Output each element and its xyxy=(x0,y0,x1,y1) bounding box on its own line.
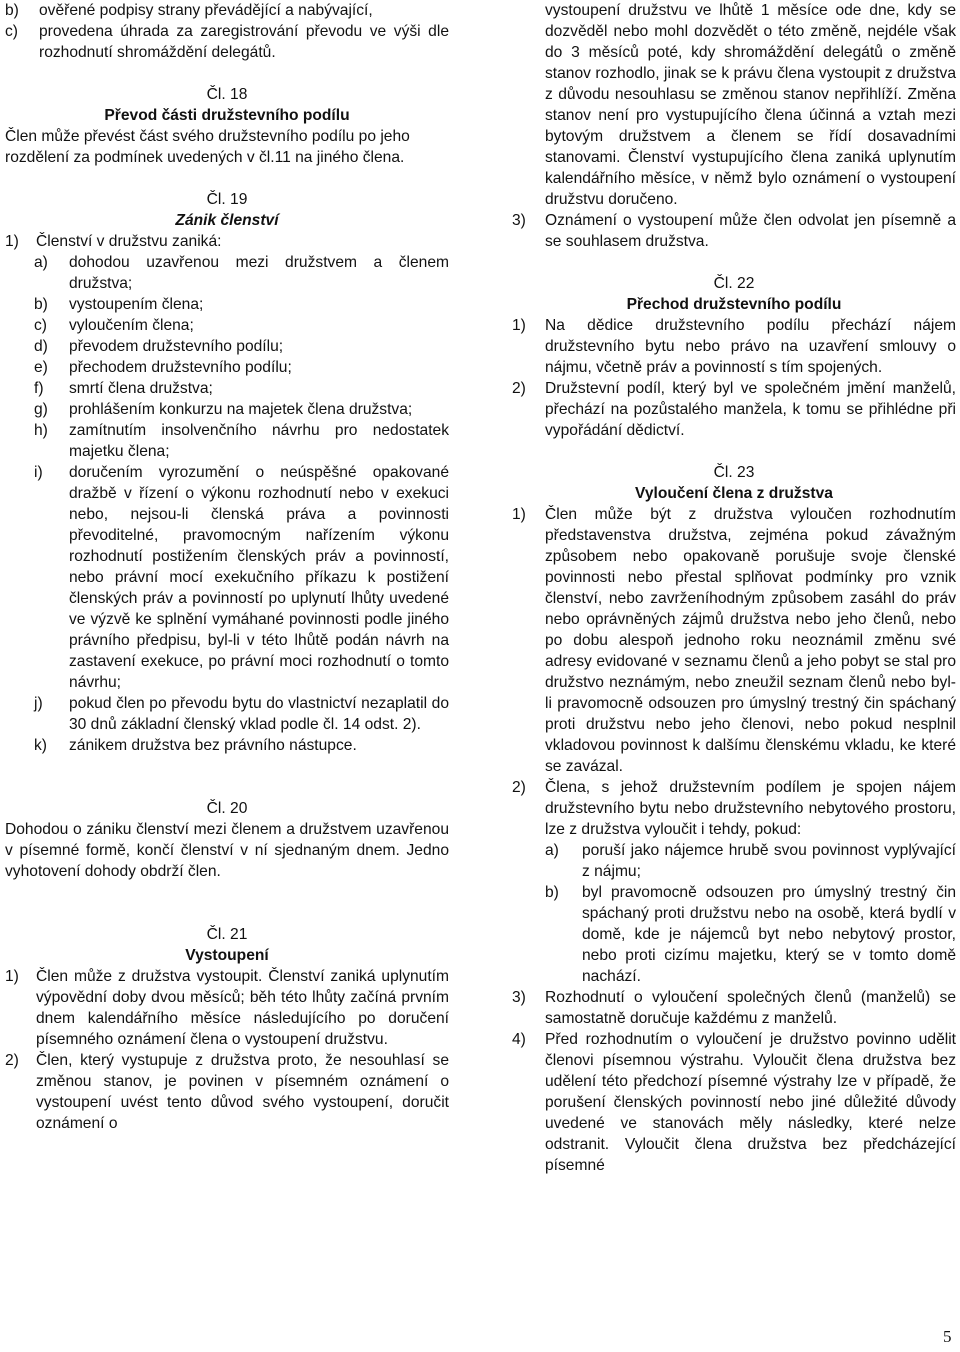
item-marker: b) xyxy=(5,2,19,19)
item-marker: f) xyxy=(34,380,44,397)
list-item xyxy=(5,315,449,336)
list-item xyxy=(5,21,449,63)
item-marker: g) xyxy=(34,401,48,418)
article-number: Čl. 20 xyxy=(206,800,248,817)
item-marker: 1) xyxy=(5,233,19,250)
item-marker: b) xyxy=(34,296,48,313)
list-item xyxy=(512,1029,956,1176)
item-text: pokud člen po převodu bytu do vlastnictví nezaplatil do 30 dnů základní členský vklad podle čl. 14 odst. 2). xyxy=(69,695,449,733)
list-item xyxy=(5,336,449,357)
item-marker: h) xyxy=(34,422,48,439)
list-item xyxy=(512,210,956,252)
item-text: Člen může být z družstva vyloučen rozhodnutím představenstva družstva, zejména pokud závažným způsobem nebo opakovaně porušuje svoje členské povinnosti nebo přestal splňovat podmínky pro vznik členství, nebo zavrženíhodným způsobem zasáhl do práv nebo oprávněných zájmů družstva nebo jeho členů, nebo po dobu alespoň jednoho roku neoznámil změnu své adresy evidované v seznamu členů a jeho pobyt se stal pro družstvo neznámým, nebo zneužil seznam členů nebo byl-li pravomocně odsouzen pro úmyslný trestný čin spáchaný proti družstvu nebo jeho členovi, nebo pokud nesplnil vkladovou povinnost k dalšímu členskému vkladu, ke které se zavázal. xyxy=(545,506,956,775)
item-marker: i) xyxy=(34,464,43,481)
item-marker: 2) xyxy=(512,779,526,796)
item-text: provedena úhrada za zaregistrování převodu ve výši dle rozhodnutí shromáždění delegátů. xyxy=(39,23,449,61)
item-text: Člen, který vystupuje z družstva proto, že nesouhlasí se změnou stanov, je povinen v písemném oznámení o vystoupení uvést tento důvod svého vystoupení, doručit oznámení o xyxy=(36,1052,449,1132)
article-title: Vystoupení xyxy=(185,947,269,964)
item-text: Na dědice družstevního podílu přechází nájem družstevního bytu nebo právo na uzavření smlouvy o nájmu, včetně práv a povinností s tím spojených. xyxy=(545,317,956,376)
item-marker: j) xyxy=(34,695,43,712)
list-item xyxy=(5,357,449,378)
item-marker: e) xyxy=(34,359,48,376)
article-title: Vyloučení člena z družstva xyxy=(635,485,833,502)
list-item xyxy=(512,0,956,210)
item-marker: 1) xyxy=(512,317,526,334)
item-marker: 3) xyxy=(512,212,526,229)
article-number: Čl. 23 xyxy=(713,464,755,481)
item-text: Před rozhodnutím o vyloučení je družstvo povinno udělit členovi písemnou výstrahu. Vyloučit člena družstva bez udělení této předchozí písemné výstrahy lze v případě, že porušení členských povinností nebo jiné důležité důvody uvedené ve stanovách měly následky, které nelze odstranit. Vyloučit člena družstva bez předcházející písemné xyxy=(545,1031,956,1174)
item-text: Oznámení o vystoupení může člen odvolat jen písemně a se souhlasem družstva. xyxy=(545,212,956,250)
article-title: Převod části družstevního podílu xyxy=(104,107,350,124)
item-marker: 3) xyxy=(512,989,526,1006)
list-item xyxy=(5,462,449,693)
article-text: Dohodou o zániku členství mezi členem a družstvem uzavřenou v písemné formě, končí členství v ní sjednaným dnem. Jedno vyhotovení dohody obdrží člen. xyxy=(5,821,449,880)
article-text: Člen může převést část svého družstevního podílu po jeho rozdělení za podmínek uvedených v čl.11 na jiného člena. xyxy=(5,128,410,166)
list-item xyxy=(5,252,449,294)
item-text: Členství v družstvu zaniká: xyxy=(36,233,222,250)
item-text: poruší jako nájemce hrubě svou povinnost vyplývající z nájmu; xyxy=(582,842,956,880)
item-text: zamítnutím insolvenčního návrhu pro nedostatek majetku člena; xyxy=(69,422,449,460)
item-text: Člen může z družstva vystoupit. Členství zaniká uplynutím výpovědní doby dvou měsíců; běh této lhůty začíná prvním dnem kalendářního měsíce následujícího po doručení písemného oznámení člena o vystoupení družstvu. xyxy=(36,968,449,1048)
item-text: vystoupení družstvu ve lhůtě 1 měsíce ode dne, kdy se dozvěděl nebo mohl dozvědět o této změně, nejdéle však do 3 měsíců poté, kdy shromáždění delegátů o změně stanov rozhodlo, jinak se k právu člena vystoupit z družstva z důvodu nesouhlasu se změnou stanov nepřihlíží. Změna stanov není pro vystupujícího člena účinná a vztah mezi bytovým družstvem a členem se řídí dosavadními stanovami. Členství vystupujícího člena zaniká uplynutím kalendářního měsíce, v němž bylo oznámení o vystoupení družstvu doručeno. xyxy=(545,2,956,208)
item-text: ověřené podpisy strany převádějící a nabývající, xyxy=(39,2,373,19)
item-marker: 2) xyxy=(5,1052,19,1069)
list-item xyxy=(5,294,449,315)
list-item xyxy=(512,378,956,441)
left-column xyxy=(5,0,449,1134)
page-number: 5 xyxy=(943,1327,952,1346)
list-item xyxy=(512,504,956,777)
list-item xyxy=(512,777,956,840)
item-text: dohodou uzavřenou mezi družstvem a členem družstva; xyxy=(69,254,449,292)
list-item xyxy=(512,840,956,882)
article-number: Čl. 22 xyxy=(713,275,755,292)
list-item xyxy=(5,0,449,21)
item-marker: a) xyxy=(34,254,48,271)
item-text: smrtí člena družstva; xyxy=(69,380,213,397)
article-number: Čl. 19 xyxy=(206,191,248,208)
item-text: vystoupením člena; xyxy=(69,296,204,313)
item-text: Družstevní podíl, který byl ve společném jmění manželů, přechází na pozůstalého manžela, k tomu se přihlédne při vypořádání dědictví. xyxy=(545,380,956,439)
list-item xyxy=(512,987,956,1029)
item-text: doručením vyrozumění o neúspěšné opakované dražbě v řízení o výkonu rozhodnutí nebo v exekuci nebo, nejsou-li členská práva a povinnosti převoditelné, pravomocným nařízením výkonu rozhodnutí postižením členských práv a povinností, nebo právní mocí exekučního příkazu k postižení členských práv a povinností po uplynutí lhůty uvedené ve výzvě ke splnění vymáhané povinnosti podle jiného právního předpisu, byl-li v této lhůtě podán návrh na zastavení exekuce, po právní moci rozhodnutí o tomto návrhu; xyxy=(69,464,449,691)
item-text: Člena, s jehož družstevním podílem je spojen nájem družstevního bytu nebo družstevního nebytového prostoru, lze z družstva vyloučit i tehdy, pokud: xyxy=(545,779,956,838)
right-column xyxy=(512,0,956,1176)
list-item xyxy=(5,378,449,399)
item-text: převodem družstevního podílu; xyxy=(69,338,284,355)
list-item xyxy=(512,315,956,378)
item-text: byl pravomocně odsouzen pro úmyslný trestný čin spáchaný proti družstvu nebo na osobě, která bydlí v domě, kde je nájemců byt nebo nebytový prostor, nebo proti cizímu majetku, který se v tomto domě nachází. xyxy=(582,884,956,985)
list-item xyxy=(5,1050,449,1134)
list-item xyxy=(5,399,449,420)
article-number: Čl. 21 xyxy=(206,926,248,943)
article-title: Zánik členství xyxy=(175,212,279,229)
item-text: prohlášením konkurzu na majetek člena družstva; xyxy=(69,401,413,418)
item-text: zánikem družstva bez právního nástupce. xyxy=(69,737,357,754)
item-marker: 1) xyxy=(512,506,526,523)
item-marker: c) xyxy=(5,23,18,40)
item-marker: 1) xyxy=(5,968,19,985)
item-marker: c) xyxy=(34,317,47,334)
article-title: Přechod družstevního podílu xyxy=(626,296,842,313)
item-text: Rozhodnutí o vyloučení společných členů (manželů) se samostatně doručuje každému z manželů. xyxy=(545,989,956,1027)
item-marker: 4) xyxy=(512,1031,526,1048)
item-marker: 2) xyxy=(512,380,526,397)
item-marker: d) xyxy=(34,338,48,355)
list-item xyxy=(5,420,449,462)
item-text: přechodem družstevního podílu; xyxy=(69,359,292,376)
list-item xyxy=(5,231,449,252)
list-item xyxy=(5,735,449,756)
list-item xyxy=(512,882,956,987)
item-marker: b) xyxy=(545,884,559,901)
list-item xyxy=(5,693,449,735)
item-marker: a) xyxy=(545,842,559,859)
item-marker: k) xyxy=(34,737,47,754)
item-text: vyloučením člena; xyxy=(69,317,194,334)
article-number: Čl. 18 xyxy=(206,86,248,103)
list-item xyxy=(5,966,449,1050)
